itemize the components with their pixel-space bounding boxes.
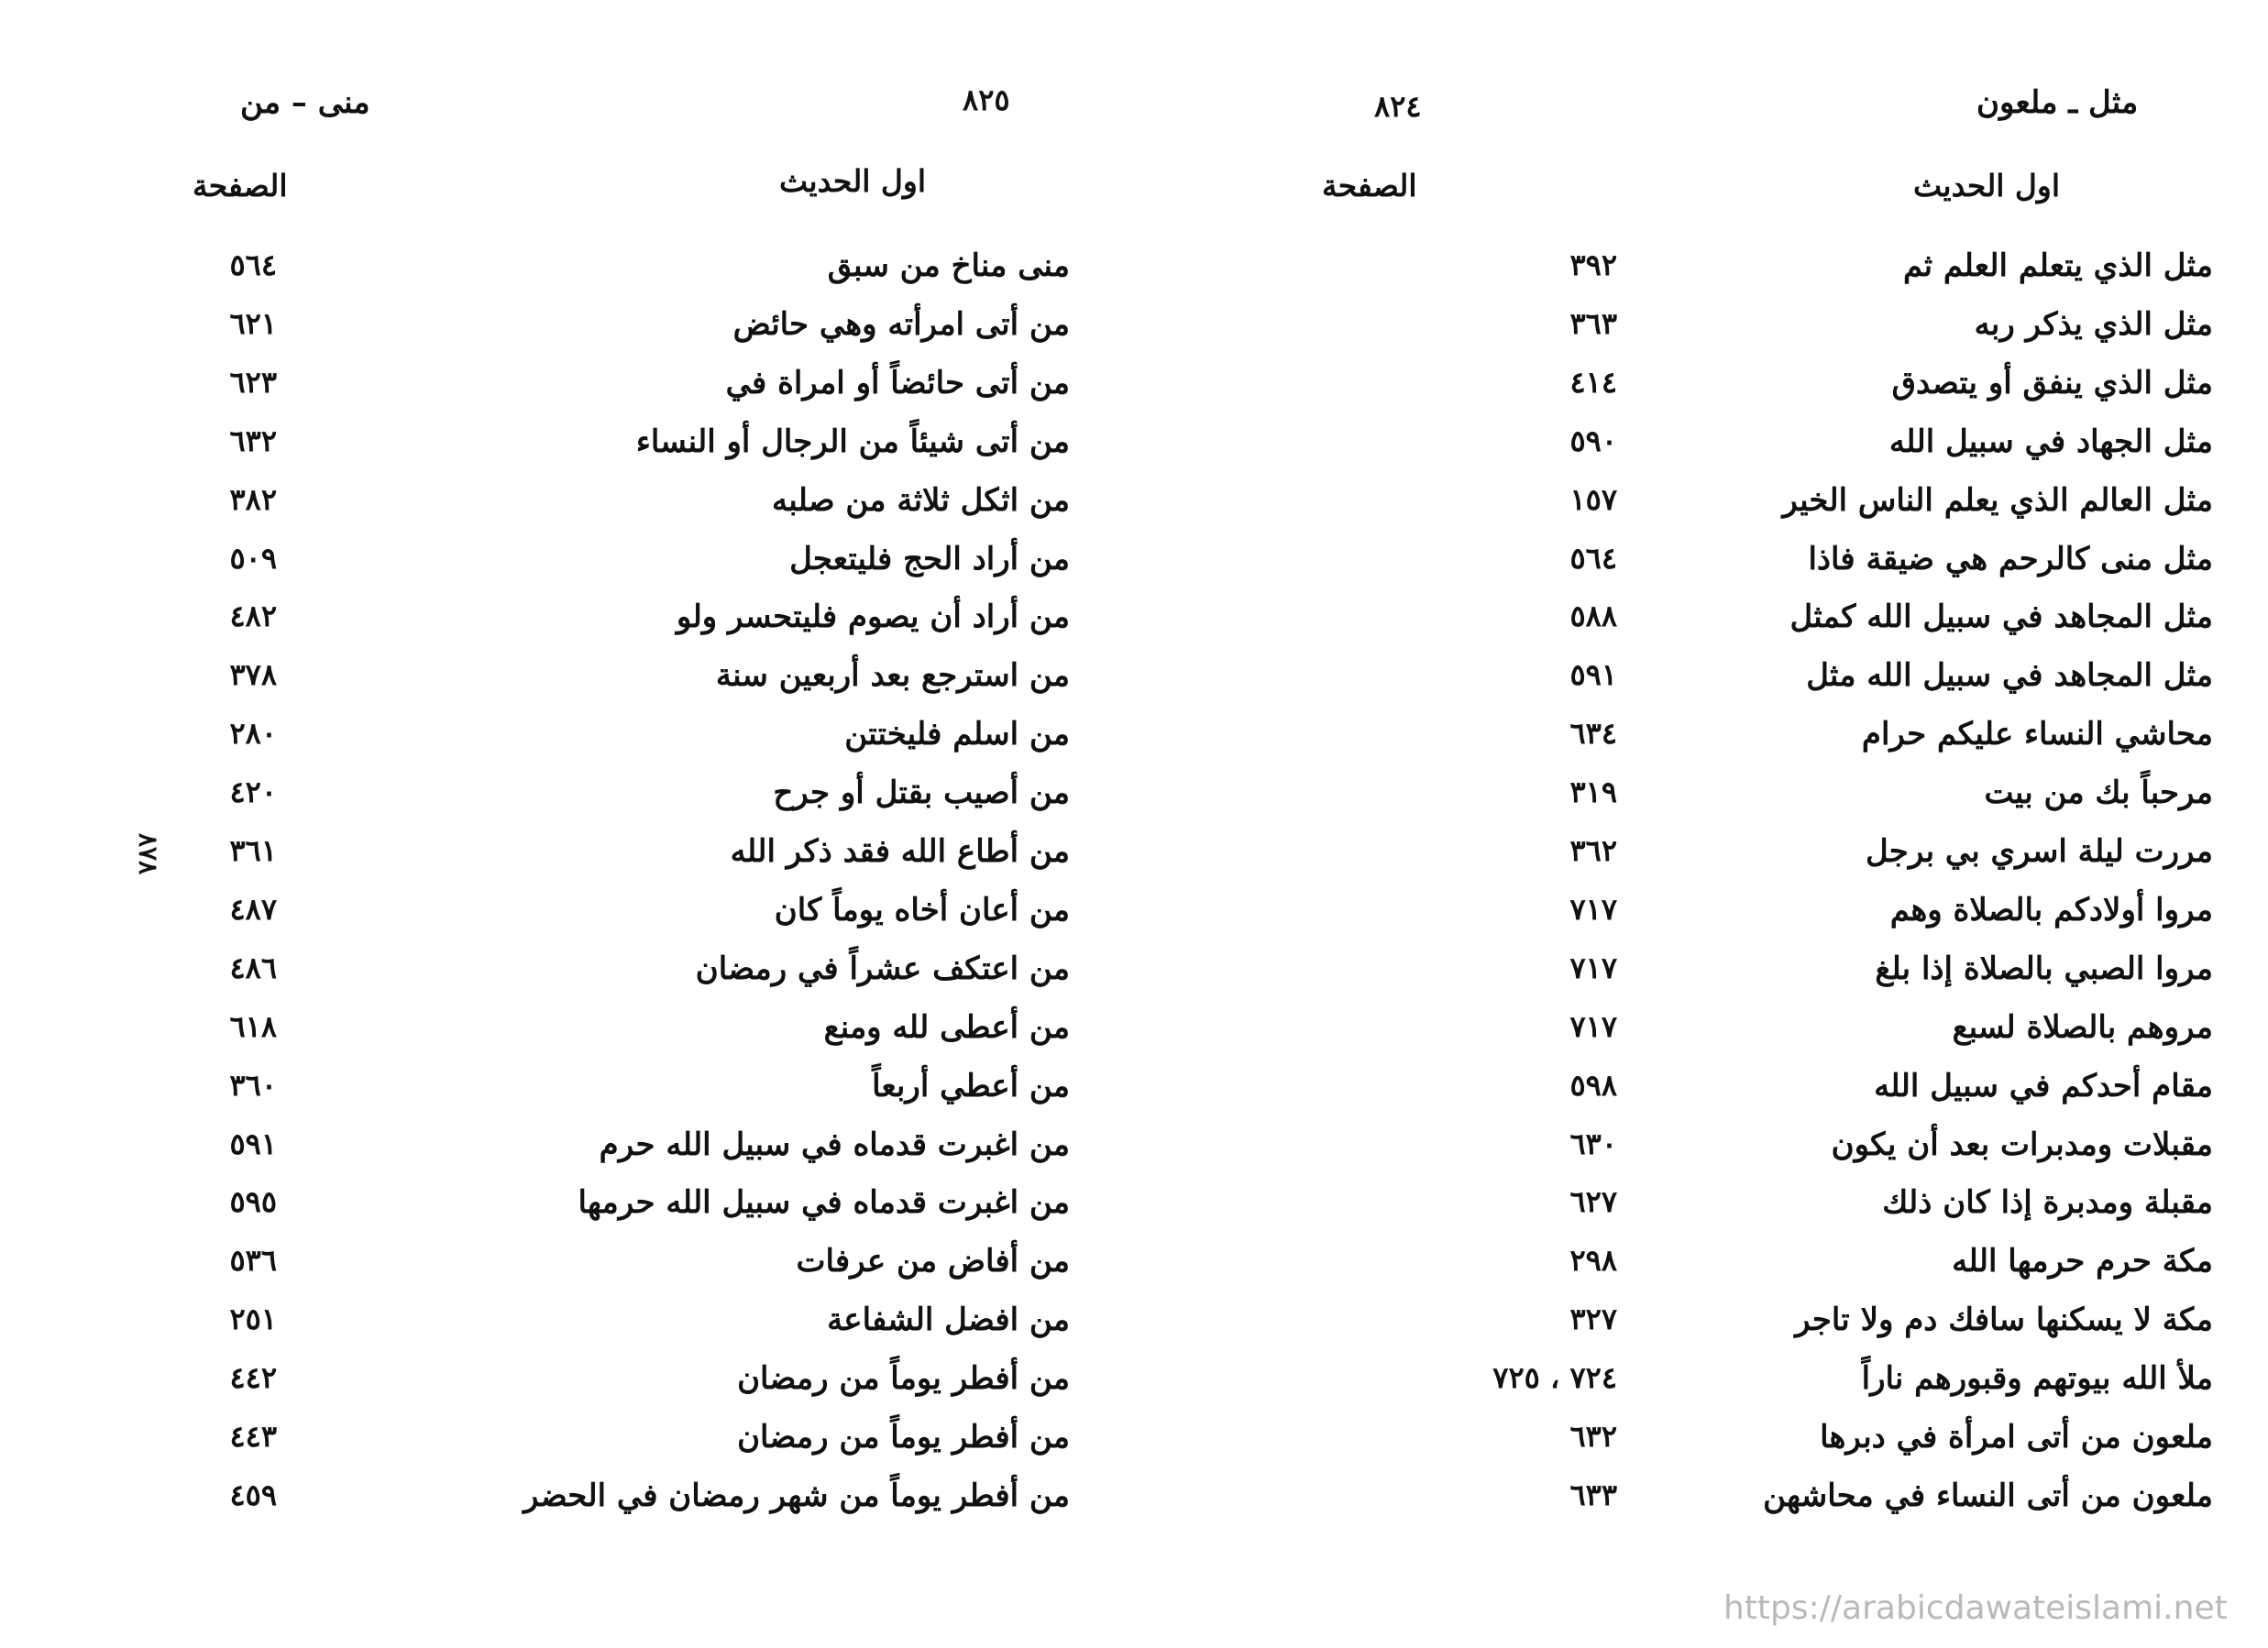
- hadith-first-words: مقبلة ومدبرة إذا كان ذلك: [1882, 1184, 2213, 1222]
- hadith-first-words: مروا أولادكم بالصلاة وهم: [1889, 891, 2213, 928]
- watermark: https://arabicdawateislami.net: [1723, 1589, 2228, 1627]
- page-reference: ٥٦٤: [1569, 540, 1617, 576]
- hadith-first-words: مروهم بالصلاة لسبع: [1952, 1008, 2213, 1046]
- index-entry: [0, 306, 1134, 352]
- index-entry: [0, 1419, 1134, 1465]
- hadith-first-words: من أفطر يوماً من رمضان: [737, 1360, 1070, 1398]
- page-reference: ٤٨٧: [229, 891, 277, 927]
- index-entry: [0, 833, 1134, 879]
- hadith-first-words: من أتى شيئاً من الرجال أو النساء: [635, 423, 1070, 460]
- hadith-first-words: من افضل الشفاعة: [827, 1302, 1070, 1339]
- index-entry: [0, 657, 1134, 703]
- hadith-first-words: من أطاع الله فقد ذكر الله: [730, 833, 1070, 870]
- page-reference: ٣٦٢: [1569, 833, 1617, 868]
- index-entry: [1134, 1478, 2268, 1523]
- page-reference: ٤٥٩: [229, 1477, 277, 1512]
- hadith-first-words: مروا الصبي بالصلاة إذا بلغ: [1875, 950, 2213, 987]
- side-mark: ٧٨٧: [132, 832, 163, 875]
- page-reference: ٣٦٣: [1569, 305, 1617, 341]
- index-entry: [1134, 892, 2268, 938]
- hadith-first-words: منى مناخ من سبق: [827, 247, 1070, 284]
- hadith-first-words: ملعون من أتى امرأة في دبرها: [1820, 1419, 2213, 1456]
- page-reference: ٦١٨: [229, 1008, 277, 1044]
- page-reference: ٥٠٩: [229, 540, 277, 576]
- page-reference: ٥٩١: [229, 1126, 277, 1161]
- page-reference: ٧١٧: [1569, 891, 1617, 927]
- page-reference: ٤٢٠: [229, 775, 277, 810]
- index-entry: [1134, 1184, 2268, 1230]
- index-entry: [1134, 1126, 2268, 1172]
- index-entry: [1134, 482, 2268, 528]
- page-reference: ٦٣٣: [1569, 1477, 1617, 1512]
- index-list-left: [0, 247, 1134, 1531]
- index-entry: [1134, 775, 2268, 820]
- index-entry: [1134, 306, 2268, 352]
- index-entry: [1134, 950, 2268, 996]
- index-entry: [1134, 833, 2268, 879]
- index-entry: [1134, 423, 2268, 469]
- page-reference: ٣٧٨: [229, 657, 277, 693]
- page-reference: ٦٢١: [229, 305, 277, 341]
- page-reference: ٢٨٠: [229, 716, 277, 752]
- index-entry: [1134, 541, 2268, 587]
- index-entry: [1134, 247, 2268, 293]
- hadith-first-words: من أعطى لله ومنع: [823, 1008, 1070, 1046]
- page-reference: ٤١٤: [1569, 364, 1617, 400]
- page-reference: ٣٢٧: [1569, 1302, 1617, 1337]
- index-entry: [0, 1360, 1134, 1406]
- index-entry: [0, 1478, 1134, 1523]
- hadith-first-words: مثل منى كالرحم هي ضيقة فاذا: [1808, 540, 2213, 577]
- hadith-first-words: مكة لا يسكنها سافك دم ولا تاجر: [1795, 1302, 2213, 1339]
- page-reference: ٥٩١: [1569, 657, 1617, 693]
- index-list-right: [1134, 247, 2268, 1531]
- index-entry: [1134, 1302, 2268, 1347]
- index-entry: [1134, 599, 2268, 644]
- index-entry: [0, 775, 1134, 820]
- column-header-page: الصفحة: [1322, 168, 1417, 203]
- hadith-first-words: من أتى حائضاً أو امراة في: [725, 364, 1070, 401]
- page-reference: ٦٢٣: [229, 364, 277, 400]
- index-entry: [0, 423, 1134, 469]
- page-reference: ٦٣٠: [1569, 1126, 1617, 1161]
- page-reference: ٦٣٢: [1569, 1419, 1617, 1454]
- hadith-first-words: ملعون من أتى النساء في محاشهن: [1763, 1477, 2213, 1514]
- page-reference: ٣٦١: [229, 833, 277, 868]
- hadith-first-words: مكة حرم حرمها الله: [1952, 1243, 2213, 1280]
- hadith-first-words: من اثكل ثلاثة من صلبه: [771, 481, 1070, 519]
- hadith-first-words: من استرجع بعد أربعين سنة: [715, 657, 1070, 695]
- page-reference: ٣١٩: [1569, 775, 1617, 810]
- index-entry: [0, 716, 1134, 762]
- index-entry: [0, 365, 1134, 411]
- hadith-first-words: مثل الجهاد في سبيل الله: [1888, 423, 2213, 460]
- index-entry: [0, 1126, 1134, 1172]
- page-reference: ٦٣٢: [229, 423, 277, 458]
- page-reference: ٥٨٨: [1569, 599, 1617, 634]
- hadith-first-words: ملأ الله بيوتهم وقبورهم ناراً: [1861, 1360, 2213, 1398]
- page-reference: ٥٦٤: [229, 247, 277, 282]
- index-entry: [0, 541, 1134, 587]
- index-entry: [1134, 716, 2268, 762]
- index-entry: [1134, 1419, 2268, 1465]
- page-reference: ٧١٧: [1569, 1008, 1617, 1044]
- index-entry: [0, 247, 1134, 293]
- page-reference: ٣٨٢: [229, 481, 277, 517]
- index-entry: [0, 892, 1134, 938]
- hadith-first-words: من أصيب بقتل أو جرح: [773, 775, 1070, 812]
- index-entry: [0, 950, 1134, 996]
- hadith-first-words: من اعتكف عشراً في رمضان: [695, 950, 1070, 987]
- hadith-first-words: من أفاض من عرفات: [796, 1243, 1070, 1280]
- hadith-first-words: مقام أحدكم في سبيل الله: [1874, 1067, 2213, 1104]
- page-reference: ٧٢٤ ، ٧٢٥: [1492, 1360, 1617, 1396]
- index-entry: [0, 482, 1134, 528]
- running-head-left: منى – من: [240, 84, 370, 121]
- page-number-left: ٨٢٥: [963, 82, 1010, 117]
- running-head-right: مثل ـ ملعون: [1976, 84, 2139, 121]
- page-reference: ٤٤٣: [229, 1419, 277, 1454]
- hadith-first-words: مثل الذي يتعلم العلم ثم: [1902, 247, 2213, 284]
- index-entry: [0, 1009, 1134, 1055]
- hadith-first-words: من أعان أخاه يوماً كان: [774, 891, 1070, 928]
- hadith-first-words: مثل الذي ينفق أو يتصدق: [1891, 364, 2213, 401]
- hadith-first-words: من اغبرت قدماه في سبيل الله حرمها: [578, 1184, 1070, 1222]
- index-entry: [0, 599, 1134, 644]
- index-entry: [1134, 365, 2268, 411]
- page-reference: ١٥٧: [1569, 481, 1617, 517]
- index-entry: [1134, 1243, 2268, 1289]
- page-reference: ٥٣٦: [229, 1243, 277, 1279]
- index-entry: [1134, 1009, 2268, 1055]
- index-entry: [0, 1302, 1134, 1347]
- hadith-first-words: من أفطر يوماً من شهر رمضان في الحضر: [523, 1477, 1070, 1514]
- page-reference: ٣٩٢: [1569, 247, 1617, 282]
- page-reference: ٧١٧: [1569, 950, 1617, 985]
- page-reference: ٣٦٠: [229, 1067, 277, 1103]
- index-entry: [1134, 1360, 2268, 1406]
- hadith-first-words: من أراد الحج فليتعجل: [789, 540, 1070, 577]
- hadith-first-words: مثل العالم الذي يعلم الناس الخير: [1782, 481, 2213, 519]
- hadith-first-words: مثل المجاهد في سبيل الله كمثل: [1789, 599, 2213, 636]
- page-reference: ٢٥١: [229, 1302, 277, 1337]
- page-reference: ٦٣٤: [1569, 716, 1617, 752]
- index-entry: [1134, 1068, 2268, 1114]
- hadith-first-words: من أتى امرأته وهي حائض: [732, 305, 1070, 343]
- hadith-first-words: من أفطر يوماً من رمضان: [737, 1419, 1070, 1456]
- index-entry: [0, 1068, 1134, 1114]
- hadith-first-words: مثل الذي يذكر ربه: [1974, 305, 2213, 343]
- page-reference: ٦٢٧: [1569, 1184, 1617, 1220]
- page-reference: ٤٤٢: [229, 1360, 277, 1396]
- column-header-hadith: اول الحديث: [1913, 168, 2061, 203]
- index-entry: [0, 1184, 1134, 1230]
- page-reference: ٥٩٥: [229, 1184, 277, 1220]
- hadith-first-words: من اغبرت قدماه في سبيل الله حرم: [599, 1126, 1070, 1163]
- hadith-first-words: من أعطي أربعاً: [872, 1067, 1070, 1104]
- page-reference: ٤٨٦: [229, 950, 277, 985]
- hadith-first-words: مررت ليلة اسري بي برجل: [1866, 833, 2213, 870]
- column-header-page: الصفحة: [193, 168, 288, 203]
- hadith-first-words: مثل المجاهد في سبيل الله مثل: [1806, 657, 2213, 695]
- hadith-first-words: من اسلم فليختتن: [844, 716, 1070, 753]
- index-entry: [0, 1243, 1134, 1289]
- index-entry: [1134, 657, 2268, 703]
- page-number-right: ٨٢٤: [1374, 89, 1422, 124]
- right-page: [1134, 0, 2268, 1648]
- hadith-first-words: محاشي النساء عليكم حرام: [1861, 716, 2213, 753]
- page-reference: ٥٩٨: [1569, 1067, 1617, 1103]
- column-header-hadith: اول الحديث: [779, 163, 927, 199]
- page-reference: ٤٨٢: [229, 599, 277, 634]
- hadith-first-words: من أراد أن يصوم فليتحسر ولو: [676, 599, 1070, 636]
- hadith-first-words: مرحباً بك من بيت: [1984, 775, 2213, 812]
- hadith-first-words: مقبلات ومدبرات بعد أن يكون: [1831, 1126, 2213, 1163]
- page-reference: ٥٩٠: [1569, 423, 1617, 458]
- page-reference: ٢٩٨: [1569, 1243, 1617, 1279]
